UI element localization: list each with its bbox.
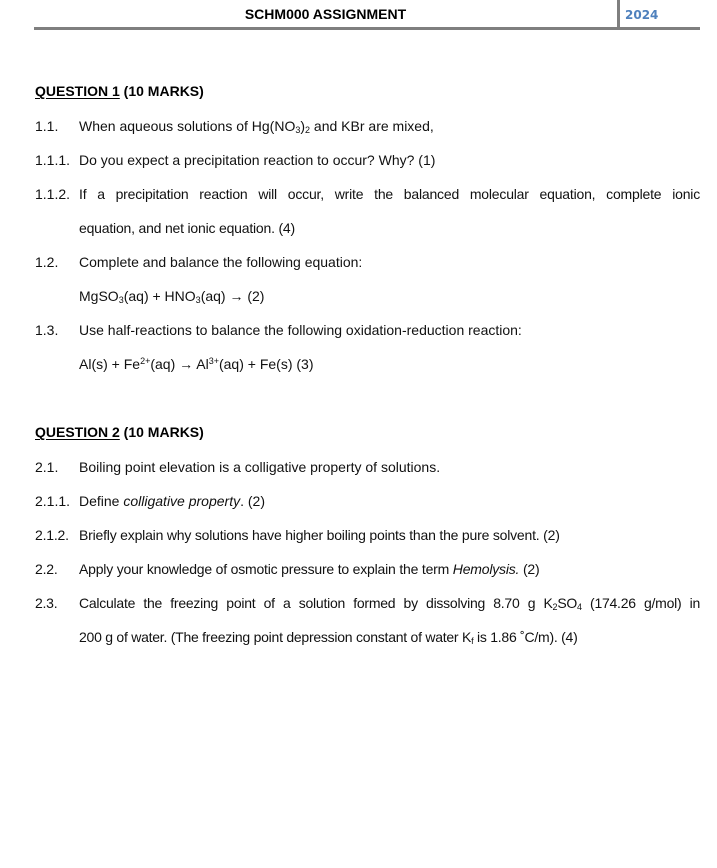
item-2-3 [35,594,700,612]
item-2-1-1 [35,492,700,510]
item-2-3-continuation: 200 g of water. (The freezing point depression constant of water $K_f$ is 1.86 ˚C/m). (4) [79,629,578,646]
item-number: 2.2. [35,561,58,577]
item-text: Do you expect a precipitation reaction to occur? Why? (1) [79,152,436,168]
item-text: Briefly explain why solutions have higher boiling points than the pure solvent. (2) [79,527,560,543]
item-1-1-2 [35,185,700,203]
item-1-1 [35,117,700,135]
item-number: 2.1. [35,459,59,475]
item-number: 1.1. [35,118,59,134]
question-1-heading [35,83,204,99]
item-text: If a precipitation reaction will occur, write the balanced molecular equation, complete ionic [79,186,700,202]
item-number: 1.3. [35,322,59,338]
item-number: 2.1.2. [35,527,69,543]
item-number: 1.2. [35,254,59,270]
item-1-3-equation: $Al(s) + Fe^{2+}(aq) \to Al^{3+}(aq) + Fe(s)$ (3) [79,356,314,372]
header-rule [34,27,700,30]
item-1-2-equation: MgSO$_3$(aq) + $HNO_3(aq) \to (2)$ [79,288,265,305]
item-number: 1.1.2. [35,186,71,202]
item-text: Define colligative property. (2) [79,493,265,509]
question-2-title: QUESTION 2 [35,424,120,440]
item-number: 2.3. [35,595,58,611]
item-2-2 [35,560,700,578]
item-2-1-2 [35,526,700,544]
page-header [34,0,700,30]
item-1-1-2-continuation: equation, and net ionic equation. (4) [79,220,295,236]
item-1-2 [35,253,700,271]
document-year: 2024 [625,8,659,22]
header-separator [617,0,620,28]
item-text: Apply your knowledge of osmotic pressure to explain the term Hemolysis. (2) [79,561,540,577]
item-text: Boiling point elevation is a colligative property of solutions. [79,459,441,475]
item-text: Complete and balance the following equation: [79,254,363,270]
item-text: When aqueous solutions of $Hg(NO_3)_2$ and KBr are mixed, [79,118,434,135]
item-text: Use half-reactions to balance the following oxidation-reduction reaction: [79,322,522,338]
item-text: Calculate the freezing point of a solution formed by dissolving 8.70 g $K_2SO_4$ (174.26 g/mol) in [79,595,700,612]
question-1-title: QUESTION 1 [35,83,120,99]
item-number: 2.1.1. [35,493,71,509]
item-2-1 [35,458,700,476]
question-1-marks: (10 MARKS) [119,83,204,99]
document-title: SCHM000 ASSIGNMENT [244,6,407,22]
question-2-heading [35,424,204,440]
item-1-1-1 [35,151,700,169]
question-2-marks: (10 MARKS) [119,424,204,440]
item-number: 1.1.1. [35,152,71,168]
item-1-3 [35,321,700,339]
